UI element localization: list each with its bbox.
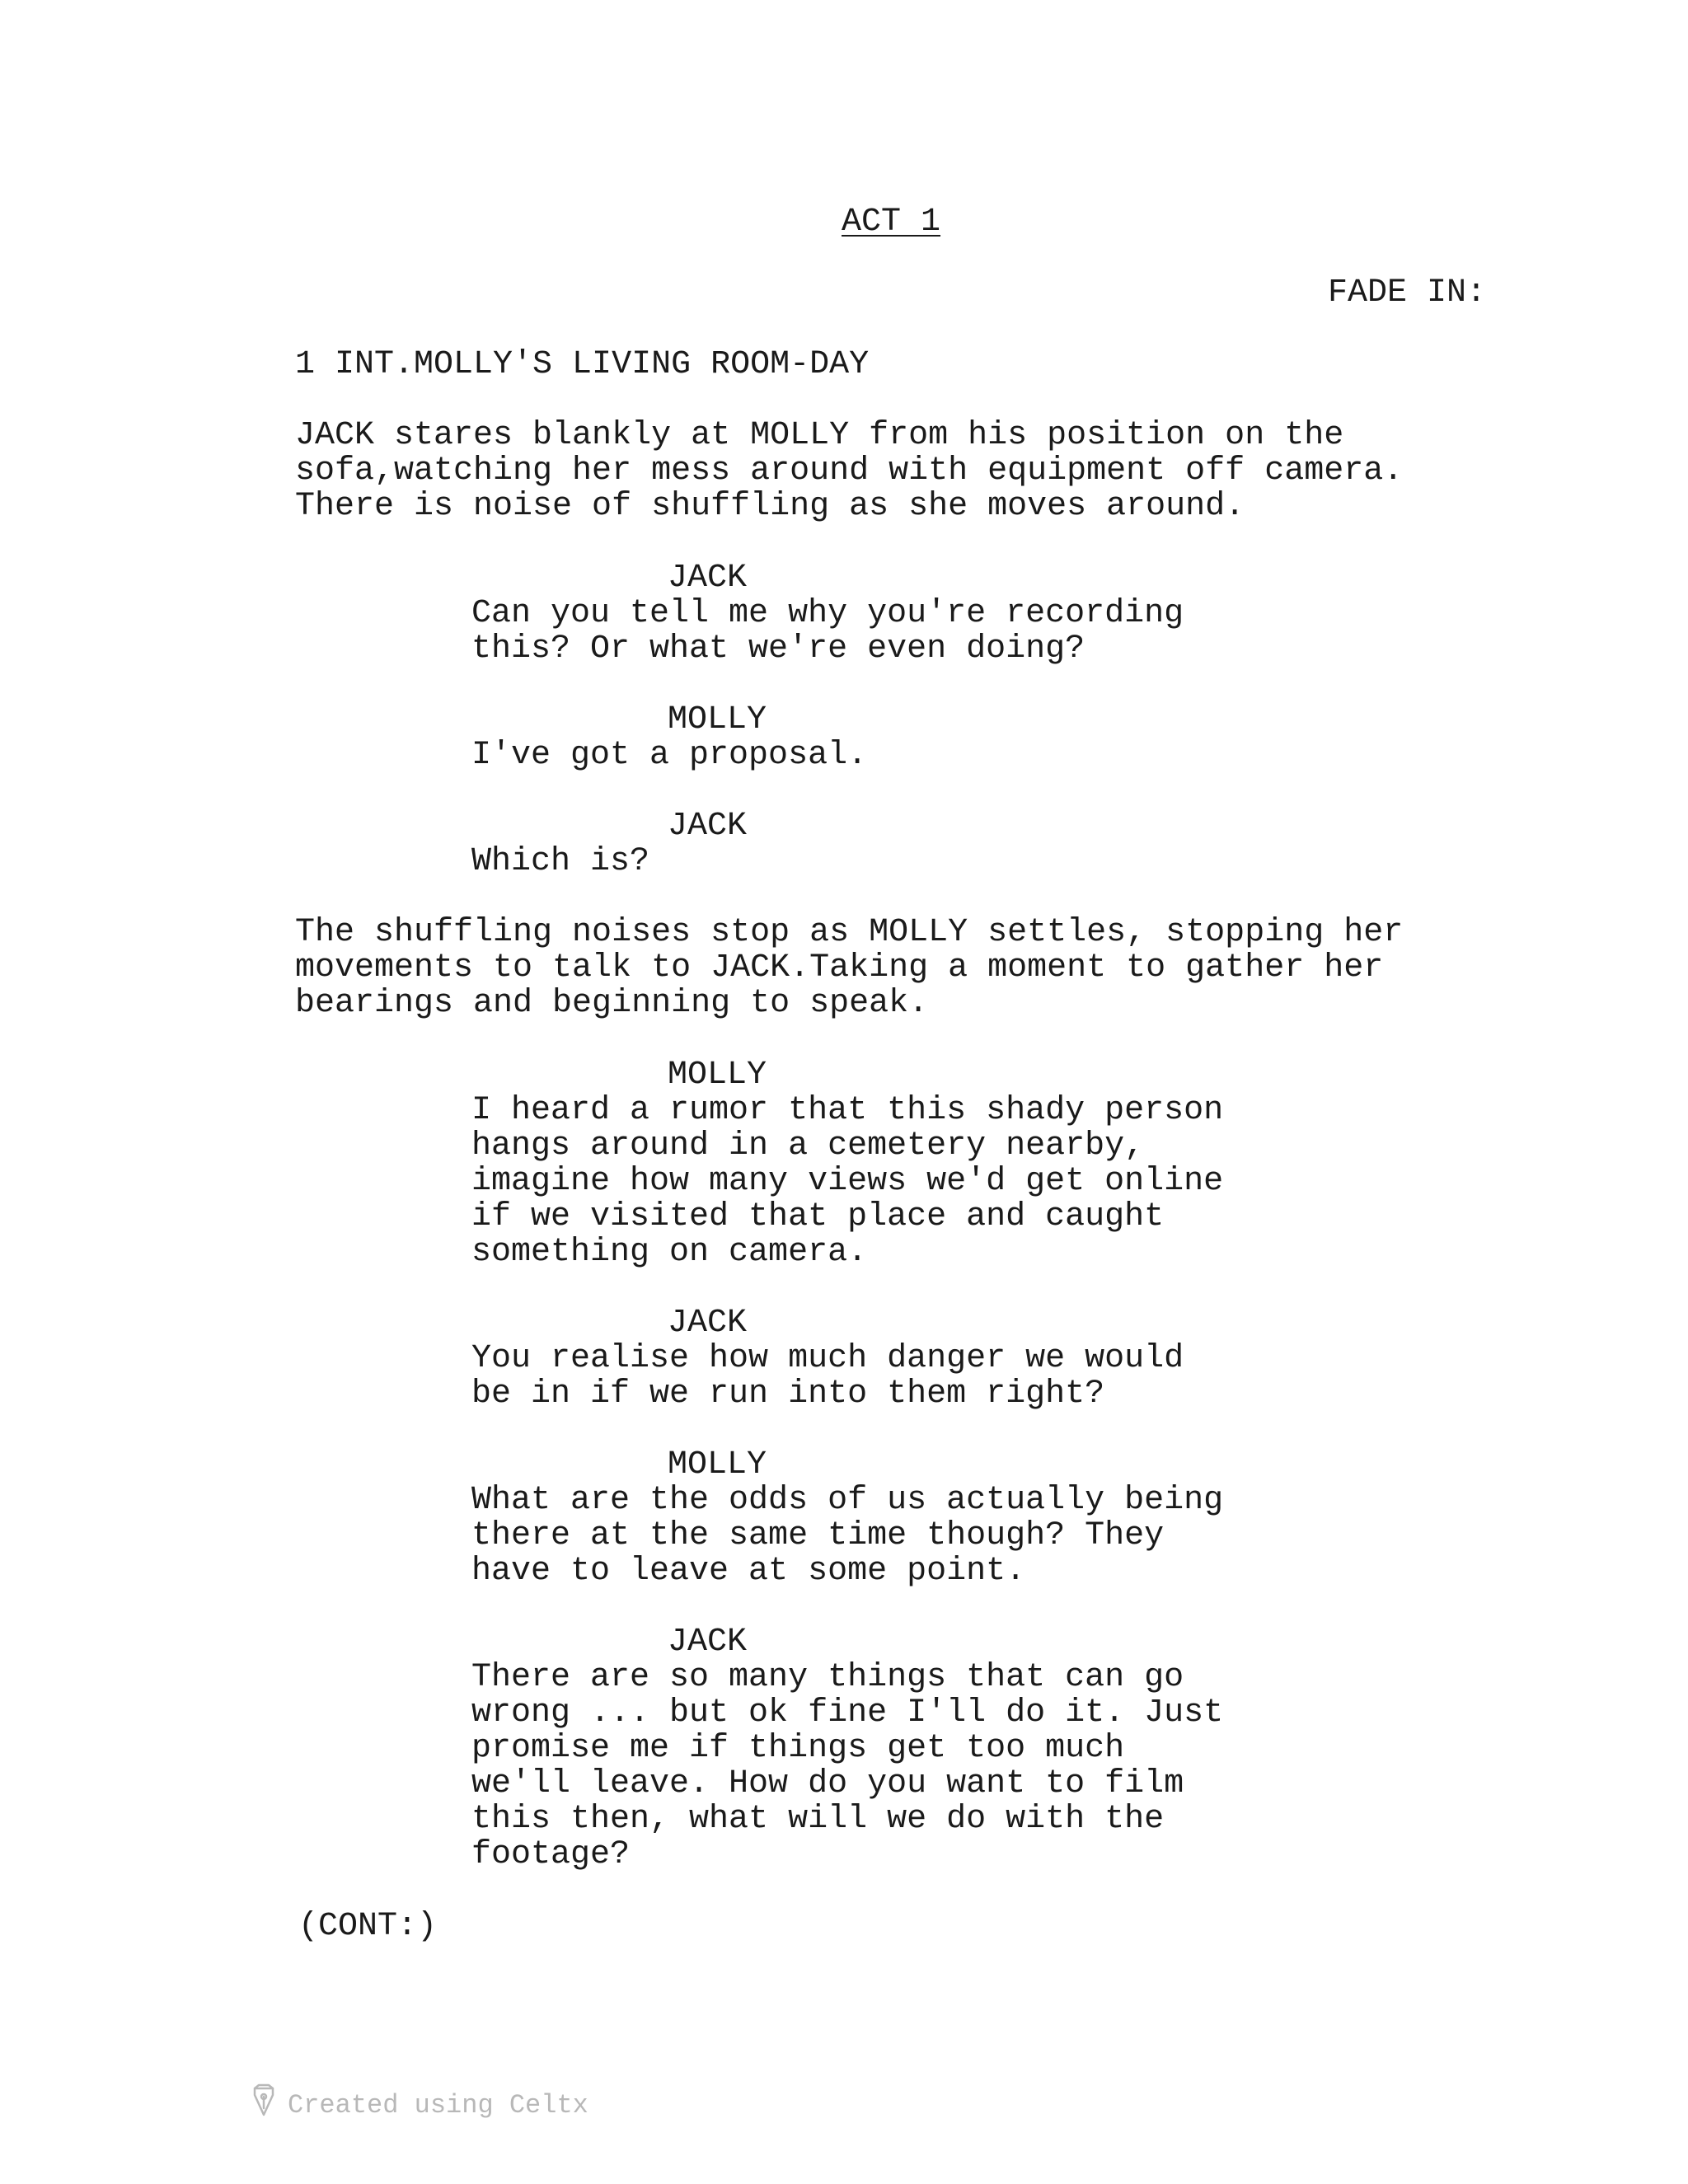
dialogue-block [471,844,649,879]
dialogue-block [471,1341,1184,1412]
action-line: There is noise of shuffling as she moves around. [295,488,1245,525]
dialogue-line: have to leave at some point. [471,1553,1026,1590]
dialogue-block [471,1483,1223,1589]
character-name: JACK [668,1305,748,1342]
dialogue-block [471,1660,1223,1872]
dialogue-line: Which is? [471,843,650,880]
footer-text: Created using Celtx [288,2089,588,2121]
character-name: JACK [668,560,748,597]
dialogue-line: I've got a proposal. [471,737,868,774]
transition: FADE IN: [1327,274,1486,312]
action-line: The shuffling noises stop as MOLLY settles, stopping her [295,914,1404,951]
dialogue-line: be in if we run into them right? [471,1376,1105,1413]
character-name: JACK [668,808,748,845]
dialogue-block [471,738,867,773]
continued-marker: (CONT:) [298,1908,438,1945]
action-block [295,915,1403,1021]
dialogue-line: There are so many things that can go [471,1659,1184,1696]
dialogue-line: wrong ... but ok fine I'll do it. Just [471,1694,1224,1732]
dialogue-line: Can you tell me why you're recording [471,595,1184,632]
character-name: MOLLY [668,701,767,738]
dialogue-line: something on camera. [471,1234,868,1271]
dialogue-line: footage? [471,1836,631,1873]
pen-nib-icon [251,2083,276,2126]
dialogue-line: What are the odds of us actually being [471,1482,1224,1519]
action-line: movements to talk to JACK.Taking a moment to gather her [295,949,1384,987]
dialogue-line: this then, what will we do with the [471,1801,1165,1838]
dialogue-line: if we visited that place and caught [471,1198,1165,1235]
action-line: sofa,watching her mess around with equipment off camera. [295,452,1404,490]
dialogue-line: I heard a rumor that this shady person [471,1092,1224,1129]
action-line: JACK stares blankly at MOLLY from his position on the [295,417,1344,454]
character-name: JACK [668,1624,748,1661]
dialogue-line: we'll leave. How do you want to film [471,1765,1184,1802]
action-line: bearings and beginning to speak. [295,985,929,1022]
dialogue-line: hangs around in a cemetery nearby, [471,1127,1145,1165]
action-block [295,418,1403,524]
dialogue-line: promise me if things get too much [471,1730,1125,1767]
celtx-footer [251,2083,588,2126]
dialogue-line: there at the same time though? They [471,1517,1165,1554]
dialogue-line: this? Or what we're even doing? [471,630,1085,668]
character-name: MOLLY [668,1057,767,1094]
dialogue-line: You realise how much danger we would [471,1340,1184,1377]
scene-heading: 1 INT.MOLLY'S LIVING ROOM-DAY [295,346,870,383]
dialogue-line: imagine how many views we'd get online [471,1163,1224,1200]
act-title: ACT 1 [842,204,941,241]
dialogue-block [471,596,1184,667]
dialogue-block [471,1093,1223,1270]
character-name: MOLLY [668,1446,767,1483]
